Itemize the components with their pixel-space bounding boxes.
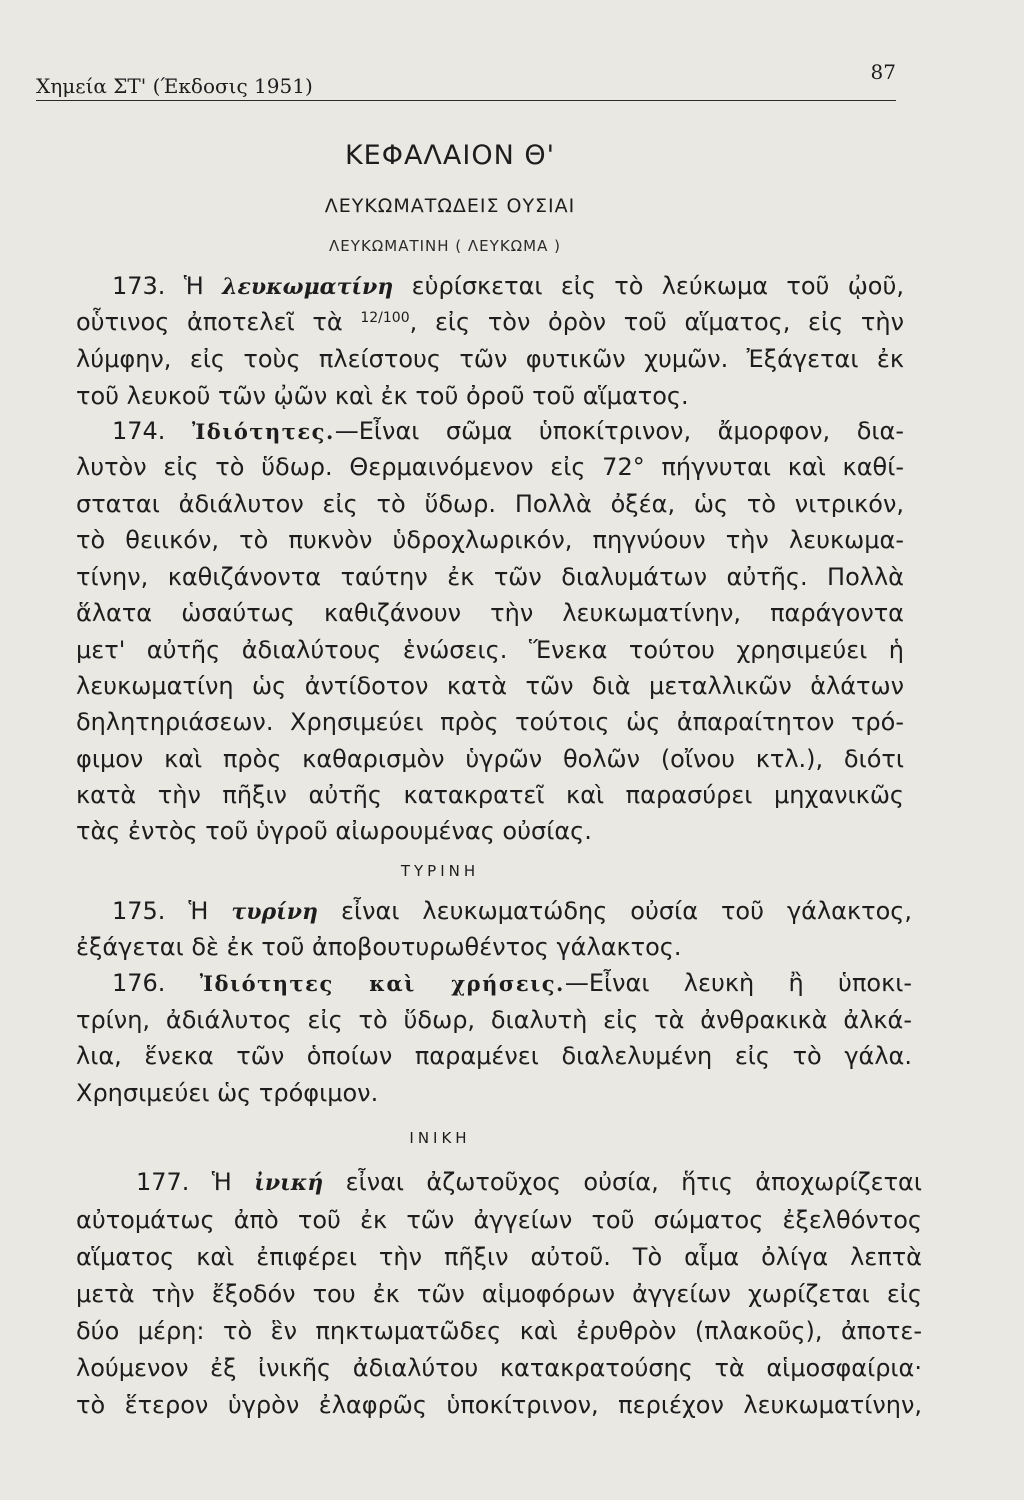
- text-line: 175. Ἡ τυρίνη εἶναι λευκωματώδης οὐσία τοῦ γάλακτος,: [112, 897, 912, 925]
- heading-spaced: Ἰδιότητες καὶ χρήσεις.: [199, 971, 565, 996]
- section-heading: ΛΕΥΚΩΜΑΤΙΝΗ ( ΛΕΥΚΩΜΑ ): [329, 237, 561, 255]
- running-title: Χημεία ΣΤ' (Έκδοσις 1951): [36, 74, 313, 98]
- term-emphasis: λευκωματίνη: [222, 274, 394, 300]
- chapter-subtitle: ΛΕΥΚΩΜΑΤΩΔΕΙΣ ΟΥΣΙΑΙ: [324, 195, 576, 217]
- text-line: λύμφην, εἰς τοὺς πλείστους τῶν φυτικῶν χυμῶν. Ἐξάγεται ἐκ: [76, 345, 904, 373]
- text-line: τρίνη, ἀδιάλυτος εἰς τὸ ὕδωρ, διαλυτὴ εἰς τὰ ἀνθρακικὰ ἀλκά-: [76, 1006, 912, 1034]
- text-line: μετὰ τὴν ἔξοδόν του ἐκ τῶν αἱμοφόρων ἀγγείων χωρίζεται εἰς: [76, 1280, 922, 1308]
- heading-spaced: Ἰδιότητες.: [191, 419, 335, 444]
- text-line: ἅλατα ὡσαύτως καθιζάνουν τὴν λευκωματίνην, παράγοντα: [76, 599, 904, 627]
- text-line: κατὰ τὴν πῆξιν αὐτῆς κατακρατεῖ καὶ παρασύρει μηχανικῶς: [76, 781, 904, 809]
- text-line: δηλητηριάσεων. Χρησιμεύει πρὸς τούτοις ὡς ἀπαραίτητον τρό-: [76, 708, 904, 736]
- text-line: τὰς ἐντὸς τοῦ ὑγροῦ αἰωρουμένας οὐσίας.: [76, 817, 592, 845]
- text-line: λευκωματίνη ὡς ἀντίδοτον κατὰ τῶν διὰ μεταλλικῶν ἁλάτων: [76, 672, 904, 700]
- text-line: 174. Ἰδιότητες.—Εἶναι σῶμα ὑποκίτρινον, ἄμορφον, δια-: [112, 417, 904, 445]
- text-line: Χρησιμεύει ὡς τρόφιμον.: [76, 1079, 379, 1107]
- text-line: οὗτινος ἀποτελεῖ τὰ $^{12/100}$, εἰς τὸν ὀρὸν τοῦ αἵματος, εἰς τὴν: [76, 308, 904, 336]
- term-emphasis: ἰνική: [254, 1170, 324, 1196]
- section-heading-tyrini: ΤΥΡΙΝΗ: [400, 862, 480, 880]
- text-line: 177. Ἡ ἰνική εἶναι ἀζωτοῦχος οὐσία, ἥτις ἀποχωρίζεται: [136, 1168, 922, 1196]
- section-heading-iniki: ΙΝΙΚΗ: [409, 1129, 471, 1147]
- text-line: ἐξάγεται δὲ ἐκ τοῦ ἀποβουτυρωθέντος γάλακτος.: [76, 933, 682, 961]
- text-line: τὸ ἕτερον ὑγρὸν ἐλαφρῶς ὑποκίτρινον, περιέχον λευκωματίνην,: [76, 1391, 922, 1419]
- text-line: λυτὸν εἰς τὸ ὕδωρ. Θερμαινόμενον εἰς 72° πήγνυται καὶ καθί-: [76, 453, 904, 481]
- chapter-title: ΚΕΦΑΛΑΙΟΝ Θ': [344, 140, 556, 171]
- text-line: τὸ θειικόν, τὸ πυκνὸν ὑδροχλωρικόν, πηγνύουν τὴν λευκωμα-: [76, 526, 904, 554]
- text-line: λούμενον ἐξ ἰνικῆς ἀδιαλύτου κατακρατούσης τὰ αἱμοσφαίρια·: [76, 1354, 922, 1382]
- text-line: αἵματος καὶ ἐπιφέρει τὴν πῆξιν αὐτοῦ. Τὸ αἷμα ὀλίγα λεπτὰ: [76, 1243, 922, 1271]
- running-header: [36, 60, 896, 101]
- text-line: αὐτομάτως ἀπὸ τοῦ ἐκ τῶν ἀγγείων τοῦ σώματος ἐξελθόντος: [76, 1206, 922, 1234]
- text-line: σταται ἀδιάλυτον εἰς τὸ ὕδωρ. Πολλὰ ὀξέα, ὡς τὸ νιτρικόν,: [76, 490, 904, 518]
- text-line: δύο μέρη: τὸ ἓν πηκτωματῶδες καὶ ἐρυθρὸν (πλακοῦς), ἀποτε-: [76, 1317, 922, 1345]
- term-emphasis: τυρίνη: [231, 899, 319, 925]
- text-line: 176. Ἰδιότητες καὶ χρήσεις.—Εἶναι λευκὴ ἢ ὑποκι-: [112, 969, 912, 997]
- page-number: 87: [870, 60, 896, 84]
- fraction: 12/100: [360, 310, 410, 326]
- text-line: τοῦ λευκοῦ τῶν ᾠῶν καὶ ἐκ τοῦ ὀροῦ τοῦ αἵματος.: [76, 382, 689, 410]
- text-line: μετ' αὐτῆς ἀδιαλύτους ἑνώσεις. Ἕνεκα τούτου χρησιμεύει ἡ: [76, 636, 904, 664]
- text-line: τίνην, καθιζάνοντα ταύτην ἐκ τῶν διαλυμάτων αὐτῆς. Πολλὰ: [76, 563, 904, 591]
- text-line: 173. Ἡ λευκωματίνη εὑρίσκεται εἰς τὸ λεύκωμα τοῦ ᾠοῦ,: [112, 272, 904, 300]
- text-line: λια, ἕνεκα τῶν ὁποίων παραμένει διαλελυμένη εἰς τὸ γάλα.: [76, 1042, 912, 1070]
- text-line: φιμον καὶ πρὸς καθαρισμὸν ὑγρῶν θολῶν (οἴνου κτλ.), διότι: [76, 745, 904, 773]
